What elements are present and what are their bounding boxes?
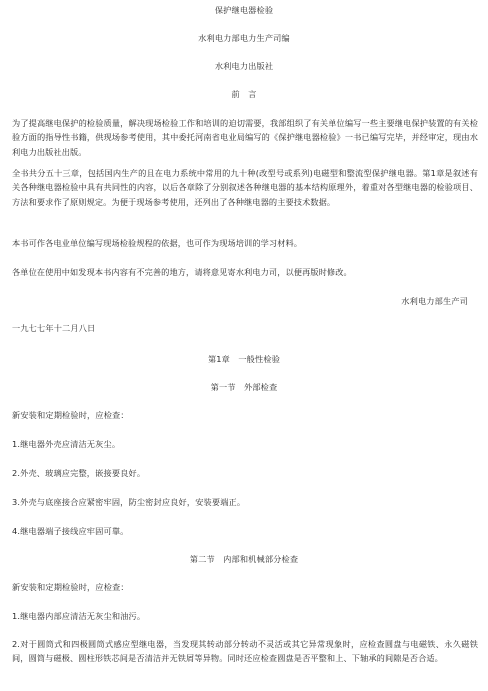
section-1-item-4: 4.继电器端子接线应牢固可靠。 bbox=[12, 526, 129, 536]
book-title: 保护继电器检验 bbox=[214, 5, 274, 15]
preface-paragraph-4: 各单位在使用中如发现本书内容有不完善的地方，请将意见寄水利电力司，以便再版时修改。 bbox=[12, 267, 352, 277]
section-1-item-2: 2.外壳、玻璃应完整，嵌接要良好。 bbox=[12, 468, 146, 478]
section-2-heading: 第二节 内部和机械部分检查 bbox=[189, 554, 299, 564]
preface-paragraph-2: 全书共分五十三章，包括国内生产的且在电力系统中常用的九十种(改型号或系列)电磁型和整流型保护继电器。第1章是叙述有关各种继电器检验中具有共同性的内容，以后各章除了分别叙述各种继电器的基本结构原理外，着重对各型继电器的检验项目、方法和要求作了原则规定。为便于现场参考使用，还列出了各种继电器的主要技术数据。 bbox=[12, 168, 478, 207]
preface-date: 一九七七年十二月八日 bbox=[12, 323, 96, 333]
preface-paragraph-1: 为了提高继电保护的检验质量，解决现场检验工作和培训的迫切需要，我部组织了有关单位编写一些主要继电保护装置的有关检验方面的指导性书籍，供现场参考使用，其中委托河南省电业局编写的《保护继电器检验》一书已编写完毕，并经审定，现由水利电力出版社出版。 bbox=[12, 118, 478, 157]
section-2-item-1: 1.继电器内部应清洁无灰尘和油污。 bbox=[12, 611, 146, 621]
section-2-intro: 新安装和定期检验时，应检查： bbox=[12, 582, 129, 592]
chapter-heading: 第1章 一般性检验 bbox=[207, 354, 281, 364]
section-1-intro: 新安装和定期检验时，应检查： bbox=[12, 410, 129, 420]
section-1-item-1: 1.继电器外壳应清洁无灰尘。 bbox=[12, 439, 121, 449]
section-1-heading: 第一节 外部检查 bbox=[210, 382, 278, 392]
preface-signature: 水利电力部生产司 bbox=[401, 296, 468, 306]
section-2-item-2: 2.对于圆筒式和四极圆筒式感应型继电器，当发现其转动部分转动不灵活或其它异常现象时，应检查圆盘与电磁铁、永久磁铁间，圆筒与磁极、圆柱形铁芯间是否清洁并无铁屑等异物。同时还应检查圆盘是否平整和上、下轴承的间隙是否合适。 bbox=[12, 639, 478, 664]
section-1-item-3: 3.外壳与底座接合应紧密牢固，防尘密封应良好，安装要端正。 bbox=[12, 497, 246, 507]
editor-line: 水利电力部电力生产司编 bbox=[198, 33, 290, 43]
preface-paragraph-3: 本书可作各电业单位编写现场检验规程的依据，也可作为现场培训的学习材料。 bbox=[12, 238, 303, 248]
publisher-line: 水利电力出版社 bbox=[214, 61, 274, 71]
preface-heading: 前 言 bbox=[231, 89, 257, 99]
